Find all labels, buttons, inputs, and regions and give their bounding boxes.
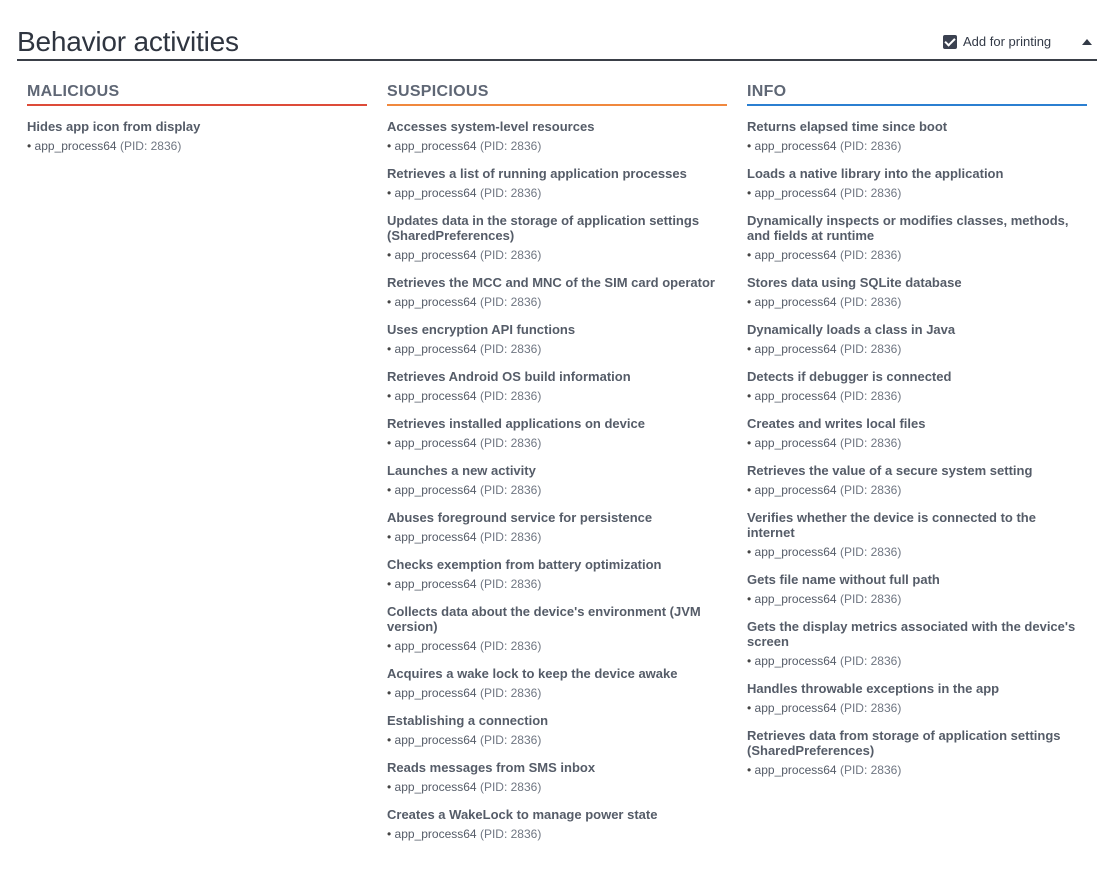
process-pid: (PID: 2836) — [839, 342, 902, 356]
activity-item — [387, 604, 727, 654]
add-for-printing-toggle[interactable] — [943, 34, 1051, 50]
bullet-icon: • — [387, 577, 395, 591]
activity-item — [387, 557, 727, 592]
bullet-icon: • — [387, 389, 395, 403]
process-pid: (PID: 2836) — [839, 436, 902, 450]
activity-process — [387, 826, 727, 842]
activity-item — [387, 807, 727, 842]
bullet-icon: • — [387, 827, 395, 841]
process-name-link[interactable]: app_process64 — [754, 295, 837, 309]
process-name-link[interactable]: app_process64 — [394, 248, 477, 262]
activity-item — [387, 760, 727, 795]
bullet-icon: • — [387, 248, 395, 262]
activity-process — [747, 341, 1087, 357]
activity-title[interactable]: Launches a new activity — [387, 463, 536, 478]
activity-item — [387, 510, 727, 545]
checkbox-checked-icon[interactable] — [943, 35, 957, 49]
activity-process — [387, 576, 727, 592]
activity-item — [387, 416, 727, 451]
process-name-link[interactable]: app_process64 — [754, 483, 837, 497]
bullet-icon: • — [387, 639, 395, 653]
activity-process — [387, 247, 727, 263]
process-pid: (PID: 2836) — [119, 139, 182, 153]
activity-process — [747, 435, 1087, 451]
bullet-icon: • — [747, 654, 755, 668]
activity-title[interactable]: Checks exemption from battery optimization — [387, 557, 662, 572]
process-name-link[interactable]: app_process64 — [394, 577, 477, 591]
activity-title[interactable]: Hides app icon from display — [27, 119, 201, 134]
bullet-icon: • — [387, 342, 395, 356]
process-name-link[interactable]: app_process64 — [394, 483, 477, 497]
process-name-link[interactable]: app_process64 — [394, 436, 477, 450]
bullet-icon: • — [387, 733, 395, 747]
activity-title[interactable]: Retrieves a list of running application processes — [387, 166, 687, 181]
activity-title[interactable]: Retrieves data from storage of application settings (SharedPreferences) — [747, 728, 1061, 758]
process-pid: (PID: 2836) — [839, 248, 902, 262]
page-title: Behavior activities — [17, 26, 239, 57]
activity-process — [387, 685, 727, 701]
activity-item — [387, 713, 727, 748]
process-name-link[interactable]: app_process64 — [754, 389, 837, 403]
process-pid: (PID: 2836) — [839, 389, 902, 403]
bullet-icon: • — [747, 389, 755, 403]
process-pid: (PID: 2836) — [479, 139, 542, 153]
activity-process — [747, 762, 1087, 778]
bullet-icon: • — [747, 186, 755, 200]
bullet-icon: • — [747, 295, 755, 309]
bullet-icon: • — [387, 139, 395, 153]
process-pid: (PID: 2836) — [479, 389, 542, 403]
bullet-icon: • — [387, 780, 395, 794]
activity-title[interactable]: Accesses system-level resources — [387, 119, 595, 134]
activity-title[interactable]: Detects if debugger is connected — [747, 369, 952, 384]
process-name-link[interactable]: app_process64 — [394, 139, 477, 153]
process-name-link[interactable]: app_process64 — [754, 545, 837, 559]
bullet-icon: • — [387, 436, 395, 450]
activity-process — [747, 544, 1087, 560]
activity-item — [747, 322, 1087, 357]
process-pid: (PID: 2836) — [479, 342, 542, 356]
activity-process — [747, 294, 1087, 310]
activity-title[interactable]: Acquires a wake lock to keep the device awake — [387, 666, 678, 681]
activity-item — [747, 681, 1087, 716]
activity-item — [747, 213, 1087, 263]
activity-process — [387, 482, 727, 498]
activity-item — [387, 119, 727, 154]
activity-item — [747, 119, 1087, 154]
process-pid: (PID: 2836) — [479, 483, 542, 497]
process-pid: (PID: 2836) — [839, 592, 902, 606]
info-column — [747, 82, 1087, 790]
activity-title[interactable]: Gets the display metrics associated with the device's screen — [747, 619, 1076, 649]
process-name-link[interactable]: app_process64 — [754, 592, 837, 606]
activity-process — [387, 529, 727, 545]
process-pid: (PID: 2836) — [479, 686, 542, 700]
activity-item — [387, 463, 727, 498]
activity-item — [747, 728, 1087, 778]
suspicious-column — [387, 82, 727, 854]
activity-title[interactable]: Collects data about the device's environment (JVM version) — [387, 604, 701, 634]
activity-title[interactable]: Gets file name without full path — [747, 572, 940, 587]
process-pid: (PID: 2836) — [479, 530, 542, 544]
process-pid: (PID: 2836) — [479, 639, 542, 653]
process-pid: (PID: 2836) — [479, 295, 542, 309]
process-name-link[interactable]: app_process64 — [394, 780, 477, 794]
activity-title[interactable]: Returns elapsed time since boot — [747, 119, 948, 134]
activity-item — [747, 416, 1087, 451]
activity-title[interactable]: Reads messages from SMS inbox — [387, 760, 596, 775]
activity-title[interactable]: Retrieves Android OS build information — [387, 369, 631, 384]
malicious-column — [27, 82, 367, 166]
activity-item — [387, 213, 727, 263]
activity-item — [747, 275, 1087, 310]
process-name-link[interactable]: app_process64 — [754, 186, 837, 200]
activity-process — [387, 185, 727, 201]
process-pid: (PID: 2836) — [479, 248, 542, 262]
activity-process — [747, 185, 1087, 201]
add-for-printing-label[interactable]: Add for printing — [963, 34, 1052, 49]
process-pid: (PID: 2836) — [839, 139, 902, 153]
activity-title[interactable]: Dynamically inspects or modifies classes, methods, and fields at runtime — [747, 213, 1069, 243]
suspicious-list — [387, 119, 727, 842]
process-name-link[interactable]: app_process64 — [754, 342, 837, 356]
activity-title[interactable]: Dynamically loads a class in Java — [747, 322, 956, 337]
activity-process — [747, 388, 1087, 404]
process-name-link[interactable]: app_process64 — [394, 295, 477, 309]
activity-item — [387, 275, 727, 310]
process-name-link[interactable]: app_process64 — [394, 827, 477, 841]
malicious-list — [27, 119, 367, 154]
info-header: INFO — [747, 82, 1087, 106]
bullet-icon: • — [747, 139, 755, 153]
activity-item — [747, 572, 1087, 607]
bullet-icon: • — [747, 436, 755, 450]
process-name-link[interactable]: app_process64 — [754, 701, 837, 715]
activity-title[interactable]: Updates data in the storage of application settings (SharedPreferences) — [387, 213, 700, 243]
bullet-icon: • — [387, 186, 395, 200]
process-name-link[interactable]: app_process64 — [394, 389, 477, 403]
activity-title[interactable]: Retrieves installed applications on device — [387, 416, 645, 431]
process-pid: (PID: 2836) — [479, 780, 542, 794]
process-name-link[interactable]: app_process64 — [754, 763, 837, 777]
process-name-link[interactable]: app_process64 — [394, 639, 477, 653]
activity-process — [747, 653, 1087, 669]
activity-process — [747, 138, 1087, 154]
bullet-icon: • — [747, 763, 755, 777]
bullet-icon: • — [747, 545, 755, 559]
activity-item — [747, 510, 1087, 560]
process-name-link[interactable]: app_process64 — [754, 436, 837, 450]
process-name-link[interactable]: app_process64 — [754, 139, 837, 153]
process-name-link[interactable]: app_process64 — [394, 186, 477, 200]
bullet-icon: • — [747, 701, 755, 715]
activity-item — [747, 166, 1087, 201]
process-pid: (PID: 2836) — [839, 763, 902, 777]
activity-title[interactable]: Verifies whether the device is connected to the internet — [747, 510, 1036, 540]
process-pid: (PID: 2836) — [479, 186, 542, 200]
process-pid: (PID: 2836) — [839, 545, 902, 559]
activity-process — [387, 341, 727, 357]
activity-item — [387, 369, 727, 404]
activity-item — [747, 463, 1087, 498]
activity-title[interactable]: Retrieves the MCC and MNC of the SIM card operator — [387, 275, 715, 290]
bullet-icon: • — [387, 530, 395, 544]
process-pid: (PID: 2836) — [479, 436, 542, 450]
activity-process — [387, 779, 727, 795]
process-pid: (PID: 2836) — [479, 733, 542, 747]
activity-title[interactable]: Stores data using SQLite database — [747, 275, 962, 290]
activity-title[interactable]: Loads a native library into the application — [747, 166, 1004, 181]
process-pid: (PID: 2836) — [479, 577, 542, 591]
info-list — [747, 119, 1087, 778]
activity-process — [387, 435, 727, 451]
activity-process — [747, 247, 1087, 263]
malicious-header: MALICIOUS — [27, 82, 367, 106]
activity-process — [747, 700, 1087, 716]
process-name-link[interactable]: app_process64 — [754, 248, 837, 262]
activity-item — [27, 119, 367, 154]
bullet-icon: • — [747, 592, 755, 606]
bullet-icon: • — [387, 686, 395, 700]
caret-up-icon[interactable] — [1081, 38, 1093, 46]
activity-title[interactable]: Abuses foreground service for persistence — [387, 510, 653, 525]
activity-process — [747, 591, 1087, 607]
activity-process — [387, 294, 727, 310]
process-pid: (PID: 2836) — [839, 701, 902, 715]
activity-title[interactable]: Handles throwable exceptions in the app — [747, 681, 1000, 696]
activity-process — [387, 732, 727, 748]
activity-process — [27, 138, 367, 154]
activity-item — [387, 666, 727, 701]
activity-process — [387, 388, 727, 404]
process-name-link[interactable]: app_process64 — [394, 530, 477, 544]
bullet-icon: • — [747, 483, 755, 497]
section-header — [17, 0, 1097, 61]
process-name-link[interactable]: app_process64 — [394, 342, 477, 356]
activity-item — [747, 619, 1087, 669]
process-pid: (PID: 2836) — [479, 827, 542, 841]
bullet-icon: • — [27, 139, 35, 153]
activity-title[interactable]: Creates a WakeLock to manage power state — [387, 807, 658, 822]
activity-title[interactable]: Retrieves the value of a secure system setting — [747, 463, 1033, 478]
process-pid: (PID: 2836) — [839, 295, 902, 309]
process-name-link[interactable]: app_process64 — [394, 733, 477, 747]
activity-item — [387, 322, 727, 357]
bullet-icon: • — [387, 483, 395, 497]
activity-process — [747, 482, 1087, 498]
process-name-link[interactable]: app_process64 — [34, 139, 117, 153]
activity-item — [387, 166, 727, 201]
activity-process — [387, 638, 727, 654]
activity-title[interactable]: Establishing a connection — [387, 713, 549, 728]
process-name-link[interactable]: app_process64 — [754, 654, 837, 668]
process-pid: (PID: 2836) — [839, 186, 902, 200]
activity-title[interactable]: Creates and writes local files — [747, 416, 926, 431]
process-pid: (PID: 2836) — [839, 654, 902, 668]
activity-process — [387, 138, 727, 154]
process-pid: (PID: 2836) — [839, 483, 902, 497]
bullet-icon: • — [747, 248, 755, 262]
suspicious-header: SUSPICIOUS — [387, 82, 727, 106]
activity-title[interactable]: Uses encryption API functions — [387, 322, 576, 337]
process-name-link[interactable]: app_process64 — [394, 686, 477, 700]
activity-item — [747, 369, 1087, 404]
bullet-icon: • — [387, 295, 395, 309]
bullet-icon: • — [747, 342, 755, 356]
